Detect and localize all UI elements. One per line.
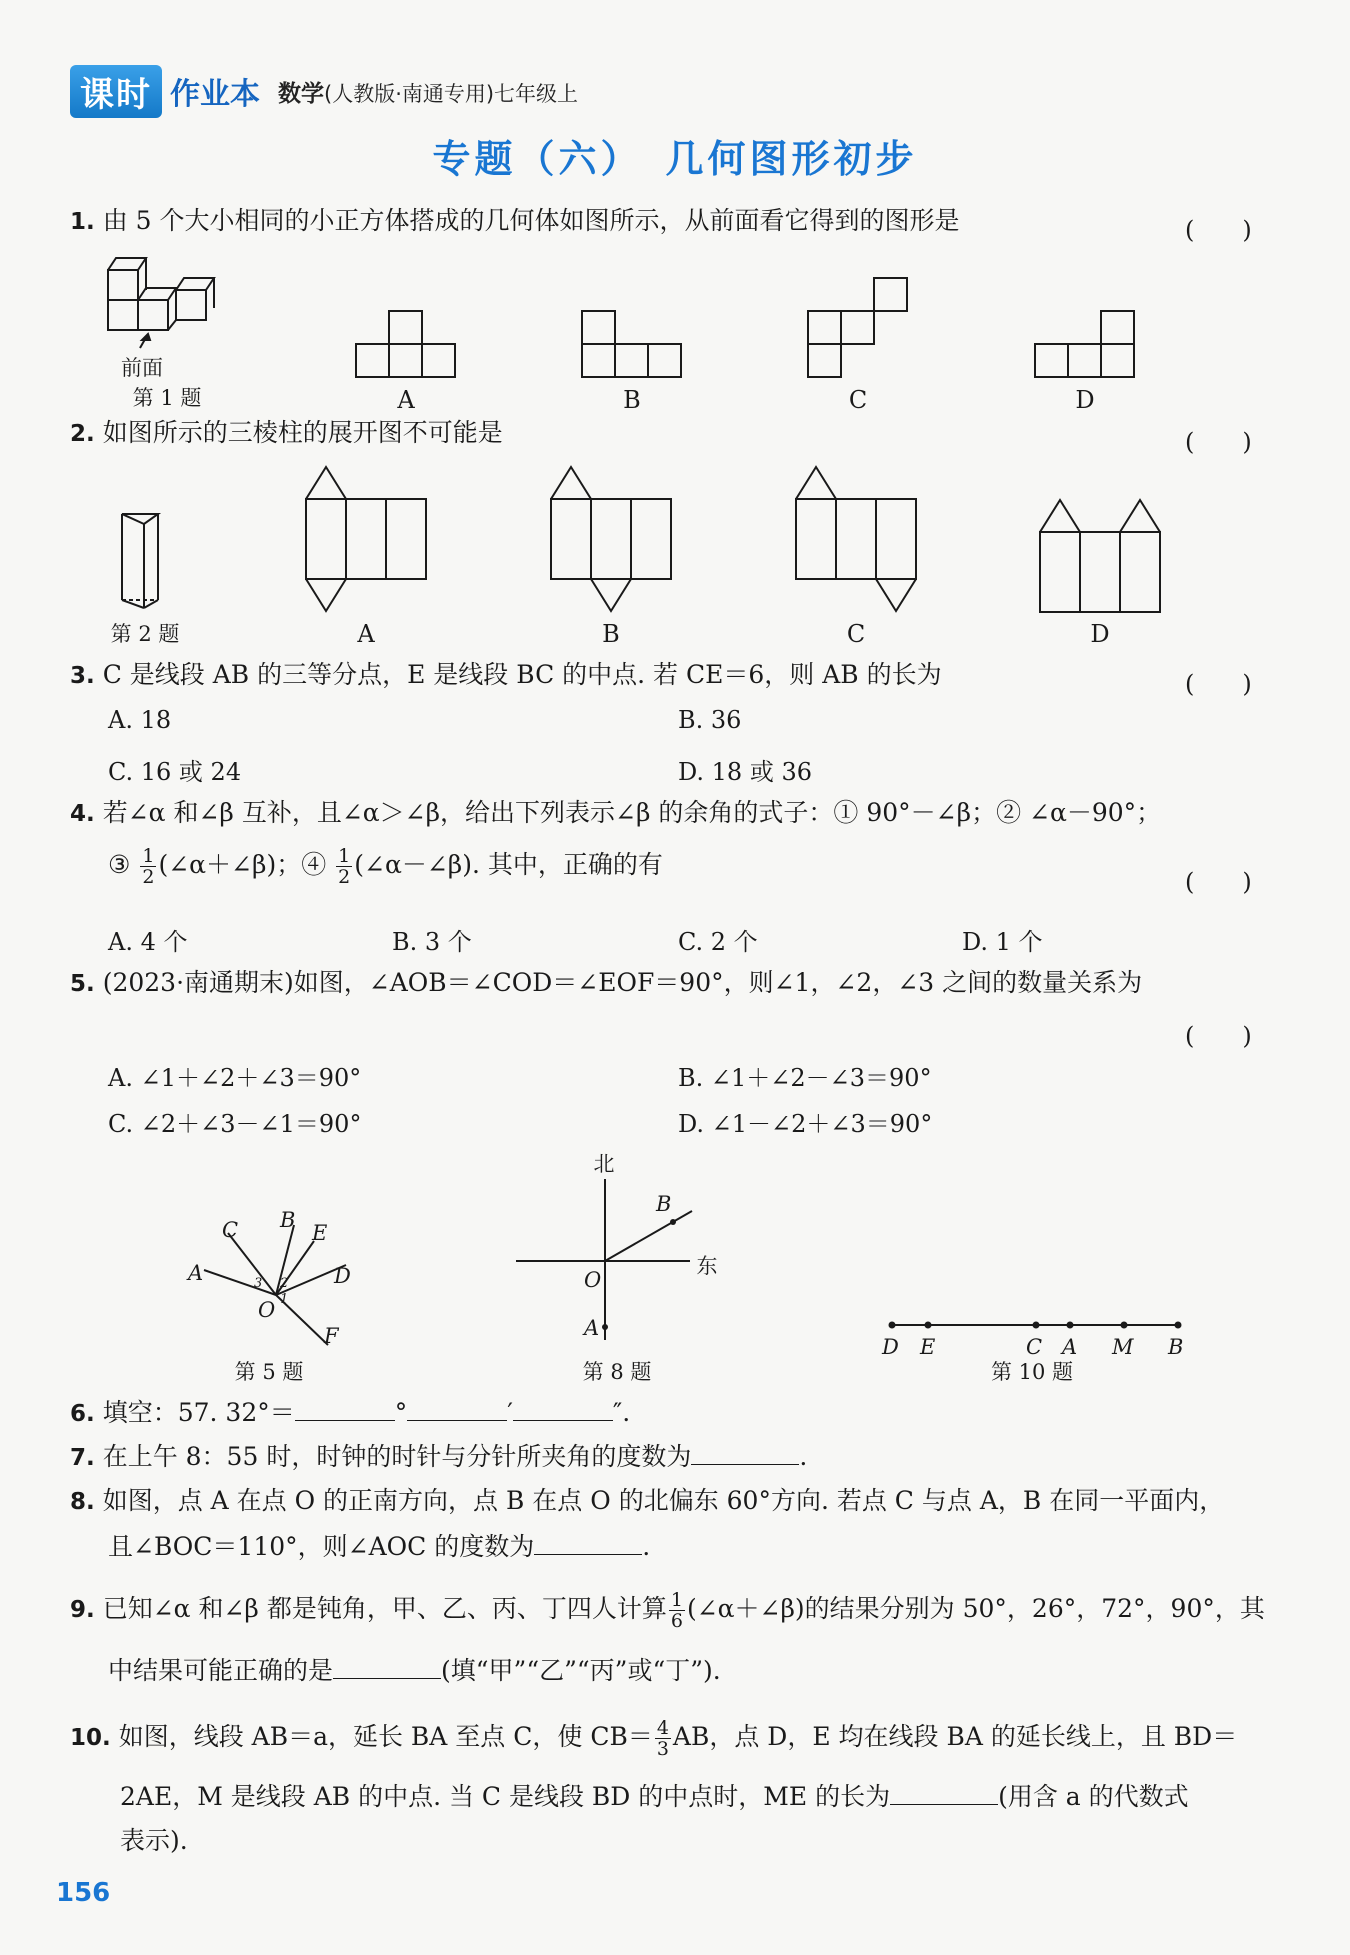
label-b: B (656, 1192, 672, 1216)
q2-option-a-figure (304, 465, 428, 615)
option-label-b: B (623, 386, 641, 414)
question-number: 1. (70, 209, 95, 235)
question-4 (70, 798, 1161, 829)
label-o: O (584, 1268, 602, 1292)
option-label-a: A (397, 386, 415, 414)
question-10 (70, 1718, 1237, 1759)
q1-option-c-figure (806, 277, 910, 381)
label-b: B (1168, 1335, 1184, 1359)
question-text: 如图，点 A 在点 O 的正南方向，点 B 在点 O 的北偏东 60°方向. 若点 C 与点 A，B 在同一平面内， (102, 1486, 1225, 1515)
question-8 (70, 1486, 1224, 1517)
logo: 课时 (70, 65, 162, 118)
question-text: 由 5 个大小相同的小正方体搭成的几何体如图所示，从前面看它得到的图形是 (102, 206, 960, 235)
label-angle-3: 3 (254, 1276, 263, 1291)
label-d: D (334, 1264, 351, 1288)
question-2 (70, 418, 503, 449)
option-d: D. ∠1－∠2＋∠3＝90° (678, 1110, 933, 1138)
fraction-denominator: 2 (142, 866, 155, 888)
option-d: D. 18 或 36 (678, 758, 812, 786)
answer-blank[interactable] (333, 1656, 441, 1679)
question-text-cont: (填“甲”“乙”“丙”或“丁”). (441, 1656, 721, 1685)
label-a: A (584, 1316, 600, 1340)
question-text: 表示). (120, 1826, 188, 1855)
answer-paren: ( ) (1185, 868, 1252, 896)
option-label-d: D (1075, 386, 1095, 414)
label-angle-1: 1 (280, 1292, 289, 1307)
option-b: B. 36 (678, 706, 742, 734)
option-b: B. ∠1＋∠2－∠3＝90° (678, 1064, 932, 1092)
label-o: O (258, 1298, 276, 1322)
question-10-line-3 (120, 1826, 188, 1856)
question-7 (70, 1442, 807, 1473)
north-label: 北 (593, 1152, 615, 1176)
label-c: C (222, 1218, 239, 1242)
option-label-b: B (602, 620, 620, 648)
q1-option-d-figure (1033, 310, 1137, 380)
question-text-cont: (用含 a 的代数式 (998, 1782, 1189, 1811)
fraction-numerator: 4 (656, 1717, 669, 1739)
question-number: 5. (70, 971, 95, 997)
label-e: E (920, 1335, 936, 1359)
answer-paren: ( ) (1185, 216, 1252, 244)
option-d: D. 1 个 (962, 928, 1043, 956)
fraction-numerator: 1 (670, 1589, 683, 1611)
question-text: (2023·南通期末)如图，∠AOB＝∠COD＝∠EOF＝90°，则∠1，∠2，∠3 之间的数量关系为 (102, 968, 1143, 997)
fraction-four-thirds (655, 1718, 671, 1759)
answer-paren: ( ) (1185, 670, 1252, 698)
question-text: 若∠α 和∠β 互补，且∠α＞∠β，给出下列表示∠β 的余角的式子：① 90°－∠β；② ∠α－90°； (102, 798, 1162, 827)
question-text: 中结果可能正确的是 (108, 1656, 334, 1685)
question-text-cont: AB，点 D，E 均在线段 BA 的延长线上，且 BD＝ (672, 1722, 1238, 1751)
front-label: 前面 (121, 356, 163, 380)
label-angle-2: 2 (280, 1276, 289, 1291)
q4-part-3: ③ (108, 850, 131, 879)
option-b: B. 3 个 (392, 928, 472, 956)
minute-symbol: ′ (507, 1398, 513, 1427)
question-text-cont: (∠α＋∠β)的结果分别为 50°，26°，72°，90°，其 (686, 1594, 1265, 1623)
series-info (278, 75, 578, 108)
question-number: 3. (70, 663, 95, 689)
logo-subtitle: 作业本 (170, 77, 260, 112)
option-c: C. 2 个 (678, 928, 758, 956)
answer-blank[interactable] (534, 1532, 642, 1555)
label-e: E (312, 1221, 328, 1245)
degree-symbol: ° (394, 1398, 408, 1427)
question-10-line-2 (120, 1782, 1189, 1812)
east-label: 东 (696, 1254, 718, 1278)
figure-caption: 第 2 题 (110, 622, 180, 646)
question-number: 7. (70, 1445, 95, 1471)
option-c: C. ∠2＋∠3－∠1＝90° (108, 1110, 362, 1138)
q2-prism-figure (118, 510, 168, 610)
q2-option-c-figure (794, 465, 918, 615)
header (70, 66, 578, 116)
question-number: 6. (70, 1401, 95, 1427)
answer-blank[interactable] (890, 1782, 998, 1805)
fraction-numerator: 1 (142, 845, 155, 867)
question-8-line-2 (108, 1532, 650, 1562)
question-number: 8. (70, 1489, 95, 1515)
question-text: 且∠BOC＝110°，则∠AOC 的度数为 (108, 1532, 535, 1561)
question-text: 填空：57. 32°＝ (102, 1398, 295, 1427)
option-c: C. 16 或 24 (108, 758, 242, 786)
figure-caption: 第 1 题 (132, 386, 202, 410)
label-c: C (1026, 1335, 1043, 1359)
q4-part-4-text: (∠α－∠β). 其中，正确的有 (354, 850, 663, 879)
fig5-angle-diagram (176, 1205, 366, 1355)
question-text: 如图所示的三棱柱的展开图不可能是 (102, 418, 503, 447)
answer-paren: ( ) (1185, 428, 1252, 456)
label-m: M (1112, 1335, 1134, 1359)
question-text: C 是线段 AB 的三等分点，E 是线段 BC 的中点. 若 CE＝6，则 AB 的长为 (102, 660, 942, 689)
label-b: B (280, 1208, 296, 1232)
subject: 数学 (278, 80, 324, 107)
question-text: 在上午 8：55 时，时钟的时针与分针所夹角的度数为 (102, 1442, 692, 1471)
fig10-segment-diagram (876, 1310, 1188, 1360)
fraction-denominator: 6 (670, 1610, 683, 1632)
question-number: 10. (70, 1725, 111, 1751)
period: . (642, 1532, 651, 1561)
label-a: A (1062, 1335, 1078, 1359)
fraction-sixth (669, 1590, 685, 1631)
question-9-line-2 (108, 1656, 721, 1686)
label-f: F (324, 1324, 339, 1348)
figure-caption: 第 8 题 (582, 1360, 652, 1384)
q1-option-b-figure (580, 310, 684, 380)
label-d: D (882, 1335, 899, 1359)
option-a: A. 4 个 (108, 928, 188, 956)
question-text: 如图，线段 AB＝a，延长 BA 至点 C，使 CB＝ (118, 1722, 653, 1751)
option-label-a: A (357, 620, 375, 648)
label-a: A (188, 1261, 204, 1285)
answer-paren: ( ) (1185, 1022, 1252, 1050)
period: . (799, 1442, 808, 1471)
q2-option-b-figure (549, 465, 673, 615)
fraction-half (140, 846, 156, 887)
page-title: 专题（六） 几何图形初步 (432, 137, 918, 181)
question-number: 2. (70, 421, 95, 447)
question-number: 9. (70, 1597, 95, 1623)
question-9 (70, 1590, 1265, 1631)
answer-blank-minutes[interactable] (407, 1398, 507, 1421)
question-4-line-2 (108, 846, 663, 887)
fraction-denominator: 3 (656, 1738, 669, 1760)
question-number: 4. (70, 801, 95, 827)
question-text: 2AE，M 是线段 AB 的中点. 当 C 是线段 BD 的中点时，ME 的长为 (120, 1782, 891, 1811)
q2-option-d-figure (1038, 498, 1162, 616)
figure-caption: 第 10 题 (990, 1360, 1074, 1384)
second-symbol: ″. (612, 1398, 631, 1427)
option-label-c: C (848, 386, 868, 414)
fraction-numerator: 1 (338, 845, 351, 867)
option-a: A. ∠1＋∠2＋∠3＝90° (108, 1064, 362, 1092)
question-1 (70, 206, 960, 237)
answer-blank-seconds[interactable] (513, 1398, 613, 1421)
option-label-d: D (1090, 620, 1110, 648)
q1-option-a-figure (354, 310, 458, 380)
option-label-c: C (846, 620, 866, 648)
answer-blank-degrees[interactable] (295, 1398, 395, 1421)
answer-blank[interactable] (691, 1442, 799, 1465)
option-a: A. 18 (108, 706, 172, 734)
page-number: 156 (56, 1878, 111, 1908)
fraction-half (336, 846, 352, 887)
question-3 (70, 660, 942, 691)
question-5 (70, 968, 1142, 999)
question-text: 已知∠α 和∠β 都是钝角，甲、乙、丙、丁四人计算 (102, 1594, 667, 1623)
figure-caption: 第 5 题 (234, 1360, 304, 1384)
edition: (人教版·南通专用)七年级上 (324, 81, 579, 106)
question-6 (70, 1398, 630, 1429)
fraction-denominator: 2 (338, 866, 351, 888)
q4-part-3-text: (∠α＋∠β)；④ (158, 850, 327, 879)
